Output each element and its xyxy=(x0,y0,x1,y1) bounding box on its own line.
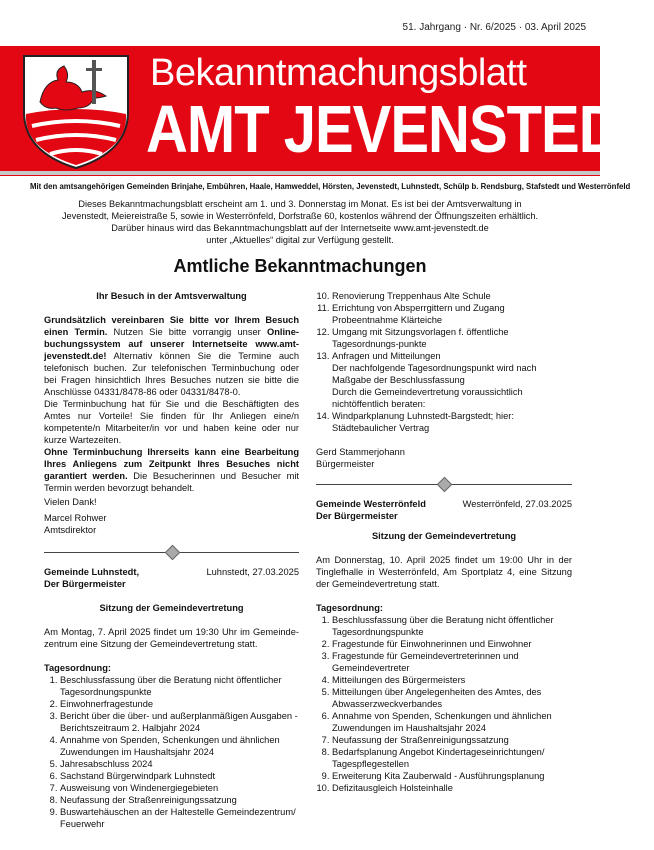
agenda-item: 8. Bedarfsplanung Angebot Kindertageseinrichtungen/ Tagespflegestellen xyxy=(332,746,572,770)
westerroenfeld-title: Sitzung der Gemeindevertretung xyxy=(371,531,517,541)
visit-p1-c: Alternativ können Sie die Termine auch telefonisch buchen. Zur telefonischen Terminbuchung oder bei Fragen hinsichtlich Ihres Besuches nutzen sie bitte die Anschlüsse 04331/8478-86 oder 04331/8478-0. xyxy=(44,351,299,397)
visit-title: Ihr Besuch in der Amtsverwaltung xyxy=(96,291,247,301)
agenda-item: 9. Erweiterung Kita Zauberwald - Ausführungsplanung xyxy=(332,770,572,782)
agenda-note: nichtöffentlich beraten: xyxy=(332,399,426,409)
agenda-item: 6. Annahme von Spenden, Schenkungen und ähnlichen Zuwendungen im Haushaltsjahr 2024 xyxy=(332,710,572,734)
agenda-item: 8. Neufassung der Straßenreinigungssatzung xyxy=(60,794,299,806)
westerroenfeld-date: Westerrönfeld, 27.03.2025 xyxy=(462,499,572,509)
visit-p1-online: Online-buchungssystem auf unserer Internetseite www.amt-jevenstedt.de! xyxy=(44,327,299,361)
westerroenfeld-agenda xyxy=(316,614,572,794)
agenda-note: Durch die Gemeindevertretung voraussichtlich xyxy=(332,387,523,397)
agenda-item: 2. Einwohnerfragestunde xyxy=(60,698,299,710)
visit-paragraph-2: Die Terminbuchung hat für Sie und die Beschäftigten des Amtes nur Vorteile! Sie finden für Ihr Anliegen eine/n kompetente/n Mitarbeiter/in vor und haben keine oder nur kurze Wartezeiten. xyxy=(44,399,299,445)
main-heading: Amtliche Bekanntmachungen xyxy=(173,256,427,276)
intro-line: Dieses Bekanntmachungsblatt erscheint am 1. und 3. Donnerstag im Monat. Es ist bei der Amtsverwaltung in xyxy=(78,199,522,209)
westerroenfeld-text: Am Donnerstag, 10. April 2025 findet um 19:00 Uhr in der Tinglefhalle in Westerrönfeld, Am Sportplatz 4, eine Sitzung der Gemeindevertretung statt. xyxy=(316,555,572,589)
intro-text xyxy=(30,198,570,246)
title-line-2: AMT JEVENSTEDT xyxy=(146,92,654,168)
westerroenfeld-org: Gemeinde Westerrönfeld xyxy=(316,499,426,509)
diamond-icon xyxy=(164,545,180,561)
right-column xyxy=(316,290,572,794)
left-column xyxy=(44,290,299,830)
luhnstedt-org: Gemeinde Luhnstedt, xyxy=(44,567,140,577)
intro-line: unter „Aktuelles“ digital zur Verfügung gestellt. xyxy=(206,235,394,245)
issue-info: 51. Jahrgang · Nr. 6/2025 · 03. April 2025 xyxy=(402,22,586,33)
member-municipalities: Mit den amtsangehörigen Gemeinden Brinjahe, Embühren, Haale, Hamweddel, Hörsten, Jevenstedt, Luhnstedt, Schülp b. Rendsburg, Stafstedt und Westerrönfeld xyxy=(30,182,631,191)
diamond-icon xyxy=(437,477,453,493)
agenda-item: 5. Mitteilungen über Angelegenheiten des Amtes, des Abwasserzweckverbandes xyxy=(332,686,572,710)
agenda-item: 9. Buswartehäuschen an der Haltestelle Gemeindezentrum/ Feuerwehr xyxy=(60,806,299,830)
agenda-item: 7. Ausweisung von Windenergiegebieten xyxy=(60,782,299,794)
westerroenfeld-mayor: Der Bürgermeister xyxy=(316,511,398,521)
luhnstedt-agenda-continued xyxy=(316,290,572,434)
visit-paragraph-3 xyxy=(44,446,299,494)
agenda-item: 1. Beschlussfassung über die Beratung nicht öffentlicher Tagesordnungspunkte xyxy=(332,614,572,638)
visit-p3-rest: Die Besucherinnen und Besucher mit Termin werden bevorzugt behandelt. xyxy=(44,471,299,493)
agenda-item: 3. Fragestunde für Gemeindevertreterinnen und Gemeindevertreter xyxy=(332,650,572,674)
visit-thanks: Vielen Dank! xyxy=(44,497,97,507)
agenda-item-text: Anfragen und Mitteilungen xyxy=(332,351,441,361)
visit-p1-a: Nutzen Sie bitte vorrangig unser xyxy=(107,327,267,337)
agenda-item: 14. Windparkplanung Luhnstedt-Bargstedt; hier: Städtebaulicher Vertrag xyxy=(332,410,572,434)
title-line-1: Bekanntmachungsblatt xyxy=(150,52,527,94)
visit-sign-name: Marcel Rohwer xyxy=(44,513,107,523)
westerroenfeld-agenda-label: Tagesordnung: xyxy=(316,603,383,613)
agenda-item: 5. Jahresabschluss 2024 xyxy=(60,758,299,770)
agenda-item: 10. Defizitausgleich Holsteinhalle xyxy=(332,782,572,794)
masthead-underline xyxy=(0,171,600,175)
luhnstedt-mayor: Der Bürgermeister xyxy=(44,579,126,589)
agenda-note: Maßgabe der Beschlussfassung xyxy=(332,375,465,385)
intro-line: Jevenstedt, Meiereistraße 5, sowie in Westerrönfeld, Dorfstraße 60, kostenlos während der Öffnungszeiten erhältlich. xyxy=(61,211,539,221)
section-divider xyxy=(316,478,572,492)
agenda-item: 10. Renovierung Treppenhaus Alte Schule xyxy=(332,290,572,302)
intro-line: Darüber hinaus wird das Bekanntmachungsblatt auf der Internetseite www.amt-jevenstedt.de xyxy=(111,223,489,233)
agenda-item: 6. Sachstand Bürgerwindpark Luhnstedt xyxy=(60,770,299,782)
agenda-item: 12. Umgang mit Sitzungsvorlagen f. öffentliche Tagesordnungs-punkte xyxy=(332,326,572,350)
visit-p1-bold: Grundsätzlich vereinbaren Sie bitte vor Ihrem Besuch einen Termin. xyxy=(44,315,299,337)
luhnstedt-text: Am Montag, 7. April 2025 findet um 19:30 Uhr im Gemeinde-zentrum eine Sitzung der Gemeindevertretung statt. xyxy=(44,627,299,649)
visit-paragraph-1 xyxy=(44,314,299,398)
agenda-item: 3. Bericht über die über- und außerplanmäßigen Ausgaben - Berichtszeitraum 2. Halbjahr 2024 xyxy=(60,710,299,734)
luhnstedt-sign-role: Bürgermeister xyxy=(316,459,375,469)
agenda-item: 4. Annahme von Spenden, Schenkungen und ähnlichen Zuwendungen im Haushaltsjahr 2024 xyxy=(60,734,299,758)
agenda-item: 1. Beschlussfassung über die Beratung nicht öffentlicher Tagesordnungspunkte xyxy=(60,674,299,698)
visit-sign-role: Amtsdirektor xyxy=(44,525,97,535)
coat-of-arms-icon xyxy=(20,52,132,170)
luhnstedt-title: Sitzung der Gemeindevertretung xyxy=(99,603,244,613)
luhnstedt-header xyxy=(44,566,299,578)
agenda-item: 4. Mitteilungen des Bürgermeisters xyxy=(332,674,572,686)
agenda-item xyxy=(332,350,572,410)
luhnstedt-agenda-label: Tagesordnung: xyxy=(44,663,111,673)
luhnstedt-agenda xyxy=(44,674,299,830)
agenda-item: 11. Errichtung von Absperrgittern und Zugang Probeentnahme Klärteiche xyxy=(332,302,572,326)
luhnstedt-date: Luhnstedt, 27.03.2025 xyxy=(206,567,299,577)
agenda-note: Der nachfolgende Tagesordnungspunkt wird nach xyxy=(332,363,537,373)
agenda-item: 7. Neufassung der Straßenreinigungssatzung xyxy=(332,734,572,746)
westerroenfeld-header xyxy=(316,498,572,510)
section-divider xyxy=(44,546,299,560)
luhnstedt-sign-name: Gerd Stammerjohann xyxy=(316,447,405,457)
agenda-item: 2. Fragestunde für Einwohnerinnen und Einwohner xyxy=(332,638,572,650)
visit-p3-bold: Ohne Terminbuchung Ihrerseits kann eine Bearbeitung Ihres Anliegens zum Zeitpunkt Ihres Besuches nicht garantiert werden. xyxy=(44,447,299,481)
